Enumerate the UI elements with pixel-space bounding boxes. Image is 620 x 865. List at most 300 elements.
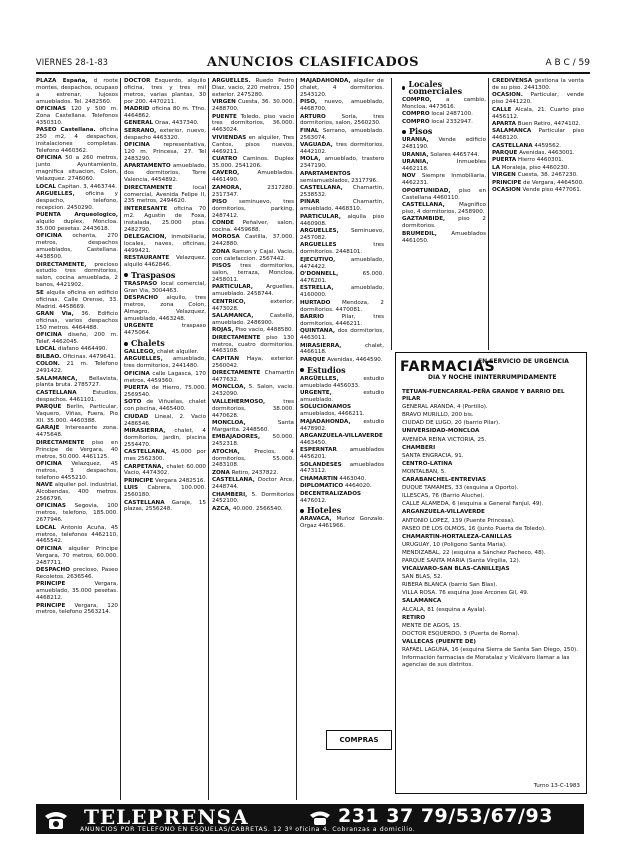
ad-keyword: CAVERO, [212,170,240,177]
classified-ad [124,464,206,478]
column-4 [300,78,384,800]
farmacia-entry: ILLESCAS, 76 (Barrio Aluche). [402,493,485,500]
ad-text: oficina 70 m2. Agustin de Foxa, instalada, 25.000 ptas. 2482790. [124,205,206,233]
farmacias-box [395,352,587,794]
ad-keyword: PINAR [300,199,320,206]
ad-keyword: CENTRICO, [212,298,246,305]
ad-keyword: CASTELLANA [124,499,165,506]
ad-text: chalet 60.000 Vacio, 4474302. [124,463,206,477]
classified-ad [402,231,486,245]
ad-keyword: BARRIO [300,313,325,320]
ad-keyword: DIRECTAMENTE [212,334,261,341]
ad-keyword: GENERAL [124,120,154,127]
farmacias-subtitle-1: EN SERVICIO DE URGENCIA [478,358,569,365]
section-heading-text: Pisos [409,126,433,137]
ad-keyword: CASTELLANA, [124,449,167,456]
ad-keyword: INTERESANTE [124,205,168,212]
ad-keyword: OCASION. [492,92,523,99]
classified-ad [212,356,294,370]
ad-text: 40.000. 2566540. [231,505,283,512]
ad-keyword: PARTICULAR, [300,213,341,220]
ad-text: Velazquez, alquilo 4462846. [124,255,206,269]
classified-ad [212,370,294,384]
classified-ad [212,335,294,356]
section-heading [402,128,486,135]
farmacia-entry: RIBERA BLANCA (barrio San Blas). [402,582,498,589]
banner-name: TELEPRENSA [84,805,249,829]
ad-keyword: PARQUE [36,404,62,411]
ad-keyword: SE [36,289,44,296]
classified-ad [124,78,206,106]
ad-keyword: LA [492,164,500,171]
ad-keyword: ESTRELLA, [300,285,334,292]
ad-keyword: NAVE [36,482,53,489]
classified-ad [36,546,118,567]
ad-text: chalet alquiler. [155,349,199,356]
ad-keyword: EMBAJADORES, [212,434,261,441]
column-3 [212,78,294,800]
classified-ad [300,142,384,156]
ad-keyword: LOCAL [36,183,57,190]
classified-ad [212,384,294,398]
ad-keyword: URANIA, [402,159,429,166]
ad-keyword: CASTELLANA [36,389,77,396]
classified-ad [36,311,118,332]
classified-ad [300,78,384,99]
classified-ad [36,425,118,439]
bullet-icon [300,368,304,372]
ad-keyword: GALLEGO, [124,349,156,356]
ad-text: Vergara, 120 metros, telefono 2563214. [36,602,118,616]
column-divider [391,78,392,350]
ad-text: amueblados 4456201. [300,447,384,461]
ad-keyword: QUINTANA, [300,328,336,335]
farmacia-entry: VICALVARO-SAN BLAS-CANILLEJAS [402,566,510,573]
classified-ad [212,135,294,156]
farmacia-entry: DUQUE TAMAMES, 33 (esquina a Oporto). [402,485,519,492]
classified-ad [492,172,584,179]
ad-keyword: PUERTA [492,157,517,164]
ad-keyword: GAZTAMBIDE, [402,216,446,223]
classified-ad [36,127,118,155]
ad-text: local comercial, Avenida Felipe II, 235 metros, 2494620. [124,184,206,205]
ad-text: Cabrera, 100.000. 2560180. [124,485,206,499]
farmacia-entry: TETUAN-FUENCARRAL-PEÑA GRANDE Y BARRIO DEL PILAR [402,389,565,403]
ad-text: Muñoz Gonzalo. Orgaz 4461966. [300,516,384,530]
farmacia-entry: MENTE DE AGOS, 15. [402,622,462,629]
classified-ad [124,414,206,428]
ad-text: Cuesta, 38. 2467230. [515,172,578,179]
classified-ad [36,525,118,546]
ad-text: Vergara 2482516. [153,477,206,484]
farmacia-entry: MONTALBAN, 5. [402,468,447,475]
classified-ad [492,143,584,150]
ad-keyword: GRAN Via, [36,310,74,317]
classified-ad [124,428,206,449]
classified-ad [124,500,206,514]
farmacia-entry: CHAMARTIN-HORTALEZA-CANILLAS [402,533,512,540]
ad-keyword: EJECUTIVO, [300,256,336,263]
farmacia-entry: CHAMBERI [402,444,436,451]
classified-ad [36,603,118,617]
classified-ad [402,216,486,230]
ad-text: 45.000 por mes 2562300. [124,449,206,463]
ad-text: Arguelles, amueblado. 2458744. [212,284,294,298]
classified-ad [492,128,584,142]
section-heading [402,81,486,95]
classified-ad [212,284,294,298]
classified-ad [300,404,384,418]
ad-text: 4459562. [532,142,562,149]
column-divider [296,78,297,800]
classified-ad [212,313,294,327]
classified-ad [402,119,486,126]
classified-ad [492,180,584,187]
classified-ad [36,482,118,503]
farmacia-entry: CARABANCHEL-ENTREVIAS [402,477,487,484]
ad-text: Ramon y Cajal. Vacio, con calefaccion. 2567442. [212,248,294,262]
classified-ad [300,185,384,199]
column-5 [402,78,486,328]
ad-text: tres dormitorios, salon, terraza, Moncloa, 2458011. [212,263,294,283]
farmacia-entry: ANTONIO LOPEZ, 139 (Puente Princesa). [402,517,515,524]
classified-ad [300,199,384,213]
classified-ad [124,234,206,255]
classified-ad [36,390,118,404]
ad-keyword: CASTELLANA, [212,477,255,484]
classified-ad [300,476,384,483]
bullet-icon [402,86,405,90]
classified-ad [124,163,206,184]
ad-text: piso 2 dormitorios. [402,216,486,230]
ad-keyword: HURTADO [300,299,331,306]
farmacias-heading [400,356,582,384]
classified-ad [300,433,384,447]
ad-keyword: DIRECTAMENTE, [36,261,87,268]
ad-keyword: CAPITAN [212,355,240,362]
classified-ad [124,128,206,142]
farmacia-entry: ARGANZUELA-VILLAVERDE [402,509,485,516]
classified-ad [300,128,384,142]
ad-keyword: TRASPASO [124,280,158,287]
classified-ad [36,233,118,261]
column-divider [120,78,121,800]
classified-ad [492,121,584,128]
ad-text: alquiler de chalet, 4 dormitorios. 2543120. [300,78,384,98]
classified-ad [212,234,294,248]
classified-ad [300,491,384,505]
ad-text: Vende piso 4477061. [520,187,582,194]
ad-text: precioso estudio tres dormitorios, salon, cocina amueblada, 2 banos, 4421902. [36,261,118,289]
classified-ad [492,187,584,194]
ad-keyword: URGENTE, [300,389,332,396]
classified-ad [36,290,118,311]
classified-ad [402,159,486,173]
farmacia-entry: VILLA ROSA. 76 esquina Jose Arcones Gil, 49. [402,590,529,597]
ad-keyword: DIRECTAMENTE [124,184,173,191]
ad-keyword: ARGÜELLES, [300,375,339,382]
ad-text: exterior, nuevo, despacho 4463320. [124,127,206,141]
ad-text: Buen Retiro, 4474102. [516,120,581,127]
classified-ad [212,220,294,234]
classified-ad [36,78,118,106]
section-heading [300,364,384,375]
classified-ad [36,212,118,233]
ad-keyword: VALLEHERMOSO, [212,398,266,405]
farmacias-title: FARMACIAS [400,359,496,375]
ad-text: Amueblados 4461050. [402,230,486,244]
ad-text: traspaso 4475064. [124,323,206,337]
ad-text: oficina 80 m. Tfno. 4464862. [124,106,206,120]
ad-keyword: DIRECTAMENTE [212,370,261,377]
ad-text: Doctor Arce, 2448744. [212,477,294,491]
ad-text: amueblado, trastero 2347190. [300,156,384,170]
ad-text: Peñalver, salon, cocina. 4459688. [212,220,294,234]
ad-keyword: ROJAS, [212,327,234,334]
ad-keyword: FINAL [300,127,319,134]
farmacia-entry: DOCTOR ESQUERDO, 3 (Puerta de Roma). [402,630,520,637]
ad-text: Precios, 4 dormitorios, 55.000. 2483108. [212,448,294,469]
section-heading-text: Locales comerciales [408,79,463,96]
ad-text: 65.000. 4476201. [300,270,384,284]
ad-text: de Viñuelas, chalet con piscina, 4465400. [124,399,206,413]
classified-ad [300,447,384,461]
ad-text: Avenidas, 4463001. [517,150,575,157]
ad-text: Lineal, 2. Vacio 2486546. [124,413,206,427]
classified-ad [300,376,384,390]
section-heading-text: Estudios [307,364,346,375]
telephone-icon [42,807,70,831]
classified-ad [402,111,486,118]
ad-keyword: GARAJE [36,425,60,432]
ad-text: de Vergara, 4464500. [521,179,584,186]
ad-keyword: OFICINA [124,142,150,149]
ad-keyword: PRINCIPE [36,581,66,588]
ad-text: amueblados, 4466211. [300,411,365,418]
ad-text: ochenta, 270 metros, despachos amueblados, Castellana. 4438500. [36,233,118,261]
ad-keyword: OFICINA [36,460,62,467]
ad-keyword: PUERTA [124,385,149,392]
ad-text: Alcala, 21. Cuarto piso 4456112. [492,106,584,120]
ad-keyword: MONCLOA, [212,384,246,391]
farmacia-entry: Información farmacias de Moratalaz y Vicálvaro llamar a las agencias de sus distritos. [402,655,570,669]
classified-ad [124,449,206,463]
classified-ad [36,354,118,361]
classified-ad [124,399,206,413]
classified-ad [492,78,584,92]
farmacia-entry: CALLE ALAMEDA, 6 (esquina a General Fanjul, 49). [402,501,544,508]
ad-text: piso en Principe de Vergara, 40 metros, 50.000. 4461125. [36,439,118,460]
ad-text: representativa, 120 m. Princesa, 27. Tel 2483290. [124,142,206,162]
classified-ad [492,165,584,172]
classified-ad [212,249,294,263]
ad-keyword: CARPETANA, [124,463,164,470]
classified-ad [402,137,486,151]
ad-text: estudio 4478902. [300,418,384,432]
farmacia-entry: SALAMANCA [402,598,442,605]
classified-ad [402,97,486,111]
farmacia-entry: PASEO DE LOS OLMOS, 16 (junto Puerta de Toledo). [402,525,546,532]
ad-keyword: PISO, [300,99,317,106]
farmacia-entry: VALLECAS (PUENTE DE) [402,638,476,645]
ad-keyword: ARGUELLES [300,242,337,249]
farmacia-entry: URUGUAY, 10 (Poligono Santa Maria). [402,541,507,548]
ad-keyword: MIRASIERRA, [124,428,166,434]
ad-keyword: OFICINA [124,370,150,377]
classified-ad [212,263,294,284]
column-divider [208,78,209,800]
ad-text: seminuevo, tres dormitorios, parking, 2487412. [212,198,294,219]
ad-keyword: APARTAMENTO [124,163,171,170]
ad-text: tres dormitorios. 2448101. [300,242,384,256]
classified-ad [212,434,294,448]
ad-text: local 2487100. [429,111,473,118]
ad-keyword: ZAMORA, [212,184,242,191]
ad-keyword: PLAZA España, [36,78,88,84]
ad-keyword: ZONA [212,469,230,476]
ad-keyword: ZONA [212,248,230,255]
section-heading-text: Traspasos [131,269,176,280]
classified-ad [36,361,118,375]
compras-box: COMPRAS [326,730,392,750]
section-heading [124,340,206,347]
classified-ad [36,184,118,191]
ad-text: Cuesta, 36. 30.000. 2488700. [212,99,294,113]
ad-keyword: PISO [212,198,227,205]
classified-ad [492,157,584,164]
ad-keyword: ESPERNTAR [300,447,337,454]
ad-text: Mendoza, 2 dormitorios. 4470081. [300,299,384,313]
ad-text: amueblados 4473112. [300,461,384,475]
column-2 [124,78,206,800]
ad-text: Amueblados. 4461490. [212,170,294,184]
ad-keyword: OFICINA [36,155,62,162]
classified-ad [36,155,118,183]
ad-keyword: PRINCIPE [492,179,522,186]
ad-keyword: NOV [402,173,416,180]
ad-keyword: ARGUELLES, [300,228,339,235]
ad-text: 2317280. 2317347. [212,184,294,198]
classified-ad [212,477,294,491]
ad-keyword: OFICINA [36,233,62,240]
ad-text: 50 a 260 metros, junto Ayuntamiento, magnifica situacion, Colon, Velazquez. 2746060. [36,155,118,183]
ad-keyword: CIUDAD [124,413,149,420]
ad-keyword: PISOS [212,263,231,270]
header-date: VIERNES 28-1-83 [36,58,109,68]
classified-ad [124,255,206,269]
ad-text: alquilo, tres metros, zona Colon, Almagro, Velazquez, amueblado, 4463248. [124,295,206,322]
classified-ad [124,323,206,337]
ad-keyword: CASTELLANA [492,142,533,149]
classified-ad [492,107,584,121]
farmacia-entry: CIUDAD DE LUGO, 20 (barrio Pilar). [402,420,500,427]
ad-keyword: DIPLOMATICO [300,483,344,490]
ad-text: gestiona la venta de su piso. 2441300. [492,78,584,91]
ad-keyword: VAGUADA, [300,142,333,149]
classified-ad [212,114,294,135]
ad-text: semiamueblados, 2317796. [300,177,378,184]
classified-ad [300,314,384,328]
classified-ad [402,173,486,187]
section-heading [124,269,206,280]
ad-keyword: PUENTA Arqueologico, [36,212,118,219]
ad-keyword: PRINCIPE [124,477,154,484]
ad-text: Oficinas. 4479641. [61,353,116,360]
ad-text: Avenidas, 4464590. [325,356,383,363]
classified-ad [212,449,294,470]
ad-text: alquiler pol. industrial, Alcobendas, 400 metros. 2566796. [36,482,118,502]
ad-keyword: LOCAL [36,346,57,353]
ad-text: piso en Castellana 4460110. [402,187,486,201]
ad-keyword: OCASION [492,187,521,194]
ad-keyword: CASTELLANA, [402,202,445,208]
farmacia-entry: PARQUE SANTA MARIA (Santa Virgilia, 12). [402,557,521,564]
classified-ad [124,185,206,206]
ad-text: Solares 4465744. [428,151,480,158]
ad-text: 5. Salon, vacio. 2432090. [212,384,294,398]
ad-keyword: URANIA, [402,137,429,144]
classified-ad [300,271,384,285]
ad-text: oficina 250 m2, 4 despachos, instalaciones completas. Telefono 4460362. [36,127,118,155]
farmacia-entry: GENERAL ARANDA, 4 (Portillo). [402,404,488,411]
ad-text: Haya, exterior. 2560042. [212,355,294,369]
classified-ad [492,92,584,106]
farmacia-entry: RAFAEL LAGUNA, 16 (esquina Sierra de Santa San Diego, 150). [402,647,578,653]
ad-keyword: MAJADAHONDA, [300,418,351,425]
bullet-icon [300,509,304,513]
classified-ad [300,419,384,433]
classified-ad [212,506,294,513]
ad-text: Esquerdo, alquilo oficina, tres y tres mil metros, varias plantas, 30 por 200. 4470211. [124,78,206,105]
classified-ad [124,142,206,163]
farmacia-entry: ALCALA, 81 (esquina a Ayala). [402,606,487,613]
ad-text: Hierro 4460301. [516,157,564,164]
classified-ad [212,78,294,99]
ad-keyword: DOCTOR [124,78,151,84]
ad-text: en alquiler, Tres Cantos, pisos nuevos, 4469211. [212,134,294,155]
ad-text: Chamartin, amueblado, 4468310. [300,199,384,213]
ad-keyword: ARGUELLES. [212,78,251,84]
ad-text: Vende edificio 2481190. [402,137,486,151]
classified-ad [124,120,206,127]
ad-text: dos dormitorios, 4463011. [300,328,384,342]
classified-ad [36,404,118,425]
ad-text: Chamartin, 2538532. [300,185,384,198]
ad-keyword: PARTICULAR, [212,284,253,291]
ad-keyword: OFICINAS [36,503,66,510]
ad-text: Segovia, 100 metros, telefono, 185.000. 2677946. [36,503,118,524]
ad-keyword: ATOCHA, [212,448,240,455]
ad-text: a cambio, Moncloa, 4473616. [402,96,486,110]
ad-text: piso 130 metros, cuatro dormitorios. 4463108. [212,334,294,355]
ad-text: Interesante zona. 4475648. [36,425,118,439]
ad-keyword: PRINCIPE [36,602,66,609]
ad-text: 4464020. [343,483,372,490]
header-title: ANUNCIOS CLASIFICADOS [206,55,420,70]
farmacia-entry: SANTA ENGRACIA, 91. [402,452,464,459]
ad-keyword: ARTURO [300,113,326,120]
classified-ad [212,170,294,184]
ad-text: exterior, 4473028. [212,298,294,312]
ad-keyword: LUIS [124,485,139,492]
ad-keyword: OFICINA [36,332,62,339]
classified-ad [212,399,294,420]
ad-keyword: O'DONNELL, [300,270,339,277]
banner-phone-number: 231 37 79/53/67/93 [338,805,553,827]
ad-keyword: VIRGEN [212,99,236,106]
ad-text: Berlín, Particular, Vaquero, Viñas, Fuera, Pio XII. 35.000. 4460388. [36,404,118,424]
classified-ad [36,106,118,127]
